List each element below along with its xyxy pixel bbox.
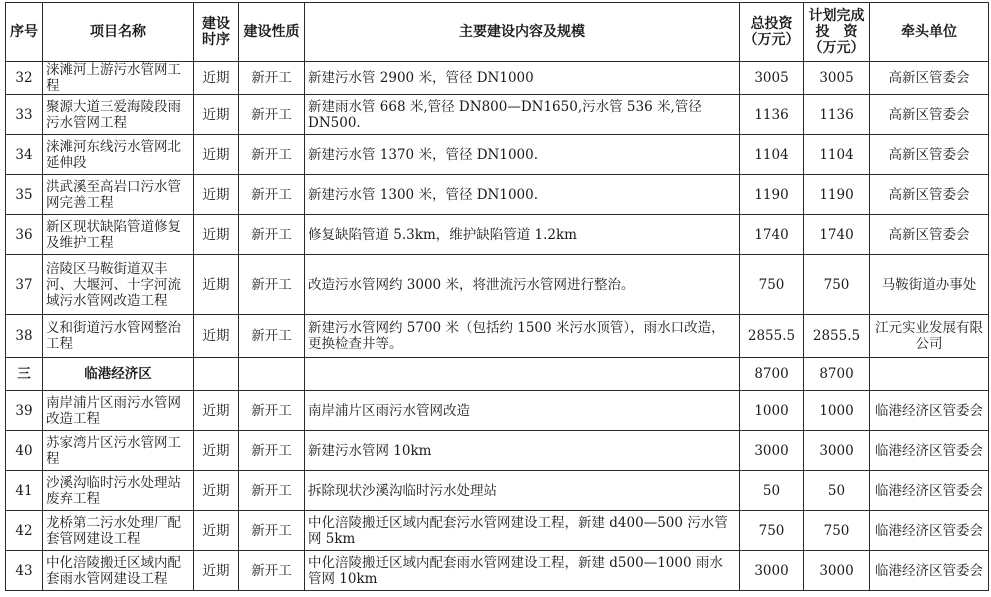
planned-investment: 750 (804, 255, 870, 315)
total-investment: 1190 (740, 175, 804, 215)
row-number: 32 (6, 62, 43, 95)
planned-investment: 3005 (804, 62, 870, 95)
planned-investment: 750 (804, 511, 870, 551)
build-timing: 近期 (194, 391, 239, 431)
build-content (305, 358, 740, 391)
table-row (6, 62, 989, 95)
build-nature: 新开工 (239, 511, 305, 551)
lead-unit: 高新区管委会 (870, 135, 989, 175)
table-row (6, 175, 989, 215)
planned-investment: 1136 (804, 95, 870, 135)
build-content: 拆除现状沙溪沟临时污水处理站 (305, 471, 740, 511)
build-content: 新建雨水管 668 米,管径 DN800—DN1650,污水管 536 米,管径 DN500. (305, 95, 740, 135)
table-row (6, 471, 989, 511)
build-timing: 近期 (194, 175, 239, 215)
lead-unit: 临港经济区管委会 (870, 471, 989, 511)
build-content: 中化涪陵搬迁区域内配套污水管网建设工程，新建 d400—500 污水管网 5km (305, 511, 740, 551)
build-timing: 近期 (194, 511, 239, 551)
planned-investment: 1740 (804, 215, 870, 255)
total-investment: 1000 (740, 391, 804, 431)
project-name: 涞滩河东线污水管网北延伸段 (43, 135, 194, 175)
planned-investment: 3000 (804, 431, 870, 471)
project-name: 义和街道污水管网整治工程 (43, 315, 194, 358)
build-content: 新建污水管 2900 米，管径 DN1000 (305, 62, 740, 95)
planned-investment: 8700 (804, 358, 870, 391)
header-cell: 建设 时序 (194, 3, 239, 62)
row-number: 39 (6, 391, 43, 431)
header-cell: 主要建设内容及规模 (305, 3, 740, 62)
header-cell: 牵头单位 (870, 3, 989, 62)
build-nature: 新开工 (239, 95, 305, 135)
planned-investment: 1190 (804, 175, 870, 215)
project-name: 中化涪陵搬迁区域内配套雨水管网建设工程 (43, 551, 194, 591)
header-cell: 建设性质 (239, 3, 305, 62)
build-timing: 近期 (194, 95, 239, 135)
build-timing: 近期 (194, 431, 239, 471)
lead-unit: 临港经济区管委会 (870, 391, 989, 431)
project-name: 沙溪沟临时污水处理站废弃工程 (43, 471, 194, 511)
table-row (6, 255, 989, 315)
lead-unit: 临港经济区管委会 (870, 431, 989, 471)
total-investment: 8700 (740, 358, 804, 391)
lead-unit: 高新区管委会 (870, 95, 989, 135)
project-name: 聚源大道三爱海陵段雨污水管网工程 (43, 95, 194, 135)
table-row (6, 391, 989, 431)
table-row (6, 95, 989, 135)
row-number: 38 (6, 315, 43, 358)
build-nature: 新开工 (239, 135, 305, 175)
build-nature: 新开工 (239, 551, 305, 591)
table-row (6, 215, 989, 255)
build-timing: 近期 (194, 315, 239, 358)
project-name: 临港经济区 (43, 358, 194, 391)
row-number: 41 (6, 471, 43, 511)
planned-investment: 1000 (804, 391, 870, 431)
planned-investment: 3000 (804, 551, 870, 591)
build-timing: 近期 (194, 135, 239, 175)
lead-unit: 江元实业发展有限公司 (870, 315, 989, 358)
row-number: 37 (6, 255, 43, 315)
build-content: 新建污水管 1300 米，管径 DN1000. (305, 175, 740, 215)
project-name: 苏家湾片区污水管网工程 (43, 431, 194, 471)
build-content: 中化涪陵搬迁区域内配套雨水管网建设工程，新建 d500—1000 雨水管网 10km (305, 551, 740, 591)
total-investment: 3005 (740, 62, 804, 95)
build-content: 南岸浦片区雨污水管网改造 (305, 391, 740, 431)
build-nature: 新开工 (239, 431, 305, 471)
lead-unit: 高新区管委会 (870, 175, 989, 215)
planned-investment: 1104 (804, 135, 870, 175)
row-number: 42 (6, 511, 43, 551)
lead-unit: 高新区管委会 (870, 62, 989, 95)
project-table (5, 2, 989, 591)
build-nature: 新开工 (239, 391, 305, 431)
build-timing: 近期 (194, 551, 239, 591)
build-timing: 近期 (194, 255, 239, 315)
lead-unit: 马鞍街道办事处 (870, 255, 989, 315)
planned-investment: 2855.5 (804, 315, 870, 358)
lead-unit: 高新区管委会 (870, 215, 989, 255)
row-number: 34 (6, 135, 43, 175)
build-timing: 近期 (194, 62, 239, 95)
section-row (6, 358, 989, 391)
build-nature (239, 358, 305, 391)
row-number: 40 (6, 431, 43, 471)
total-investment: 750 (740, 255, 804, 315)
table-row (6, 431, 989, 471)
project-name: 龙桥第二污水处理厂配套管网建设工程 (43, 511, 194, 551)
build-nature: 新开工 (239, 175, 305, 215)
build-timing: 近期 (194, 215, 239, 255)
row-number: 35 (6, 175, 43, 215)
total-investment: 2855.5 (740, 315, 804, 358)
project-name: 新区现状缺陷管道修复及维护工程 (43, 215, 194, 255)
project-name: 涞滩河上游污水管网工程 (43, 62, 194, 95)
build-nature: 新开工 (239, 255, 305, 315)
header-cell: 计划完成 投 资 （万元） (804, 3, 870, 62)
build-timing (194, 358, 239, 391)
build-content: 新建污水管网 10km (305, 431, 740, 471)
total-investment: 1136 (740, 95, 804, 135)
project-name: 涪陵区马鞍街道双丰河、大堰河、十字河流域污水管网改造工程 (43, 255, 194, 315)
lead-unit: 临港经济区管委会 (870, 551, 989, 591)
row-number: 33 (6, 95, 43, 135)
total-investment: 3000 (740, 431, 804, 471)
total-investment: 1104 (740, 135, 804, 175)
table-row (6, 315, 989, 358)
header-row (6, 3, 989, 62)
build-content: 新建污水管网约 5700 米（包括约 1500 米污水顶管），雨水口改造，更换检查井等。 (305, 315, 740, 358)
header-cell: 项目名称 (43, 3, 194, 62)
build-content: 改造污水管网约 3000 米，将泄流污水管网进行整治。 (305, 255, 740, 315)
project-name: 洪武溪至高岩口污水管网完善工程 (43, 175, 194, 215)
build-timing: 近期 (194, 471, 239, 511)
build-nature: 新开工 (239, 215, 305, 255)
build-nature: 新开工 (239, 471, 305, 511)
table-row (6, 511, 989, 551)
total-investment: 50 (740, 471, 804, 511)
header-cell: 序号 (6, 3, 43, 62)
lead-unit (870, 358, 989, 391)
build-content: 修复缺陷管道 5.3km，维护缺陷管道 1.2km (305, 215, 740, 255)
header-cell: 总投资 （万元） (740, 3, 804, 62)
build-content: 新建污水管 1370 米，管径 DN1000. (305, 135, 740, 175)
total-investment: 750 (740, 511, 804, 551)
planned-investment: 50 (804, 471, 870, 511)
row-number: 三 (6, 358, 43, 391)
build-nature: 新开工 (239, 62, 305, 95)
table-row (6, 135, 989, 175)
row-number: 36 (6, 215, 43, 255)
table-row (6, 551, 989, 591)
total-investment: 1740 (740, 215, 804, 255)
build-nature: 新开工 (239, 315, 305, 358)
project-name: 南岸浦片区雨污水管网改造工程 (43, 391, 194, 431)
lead-unit: 临港经济区管委会 (870, 511, 989, 551)
row-number: 43 (6, 551, 43, 591)
total-investment: 3000 (740, 551, 804, 591)
